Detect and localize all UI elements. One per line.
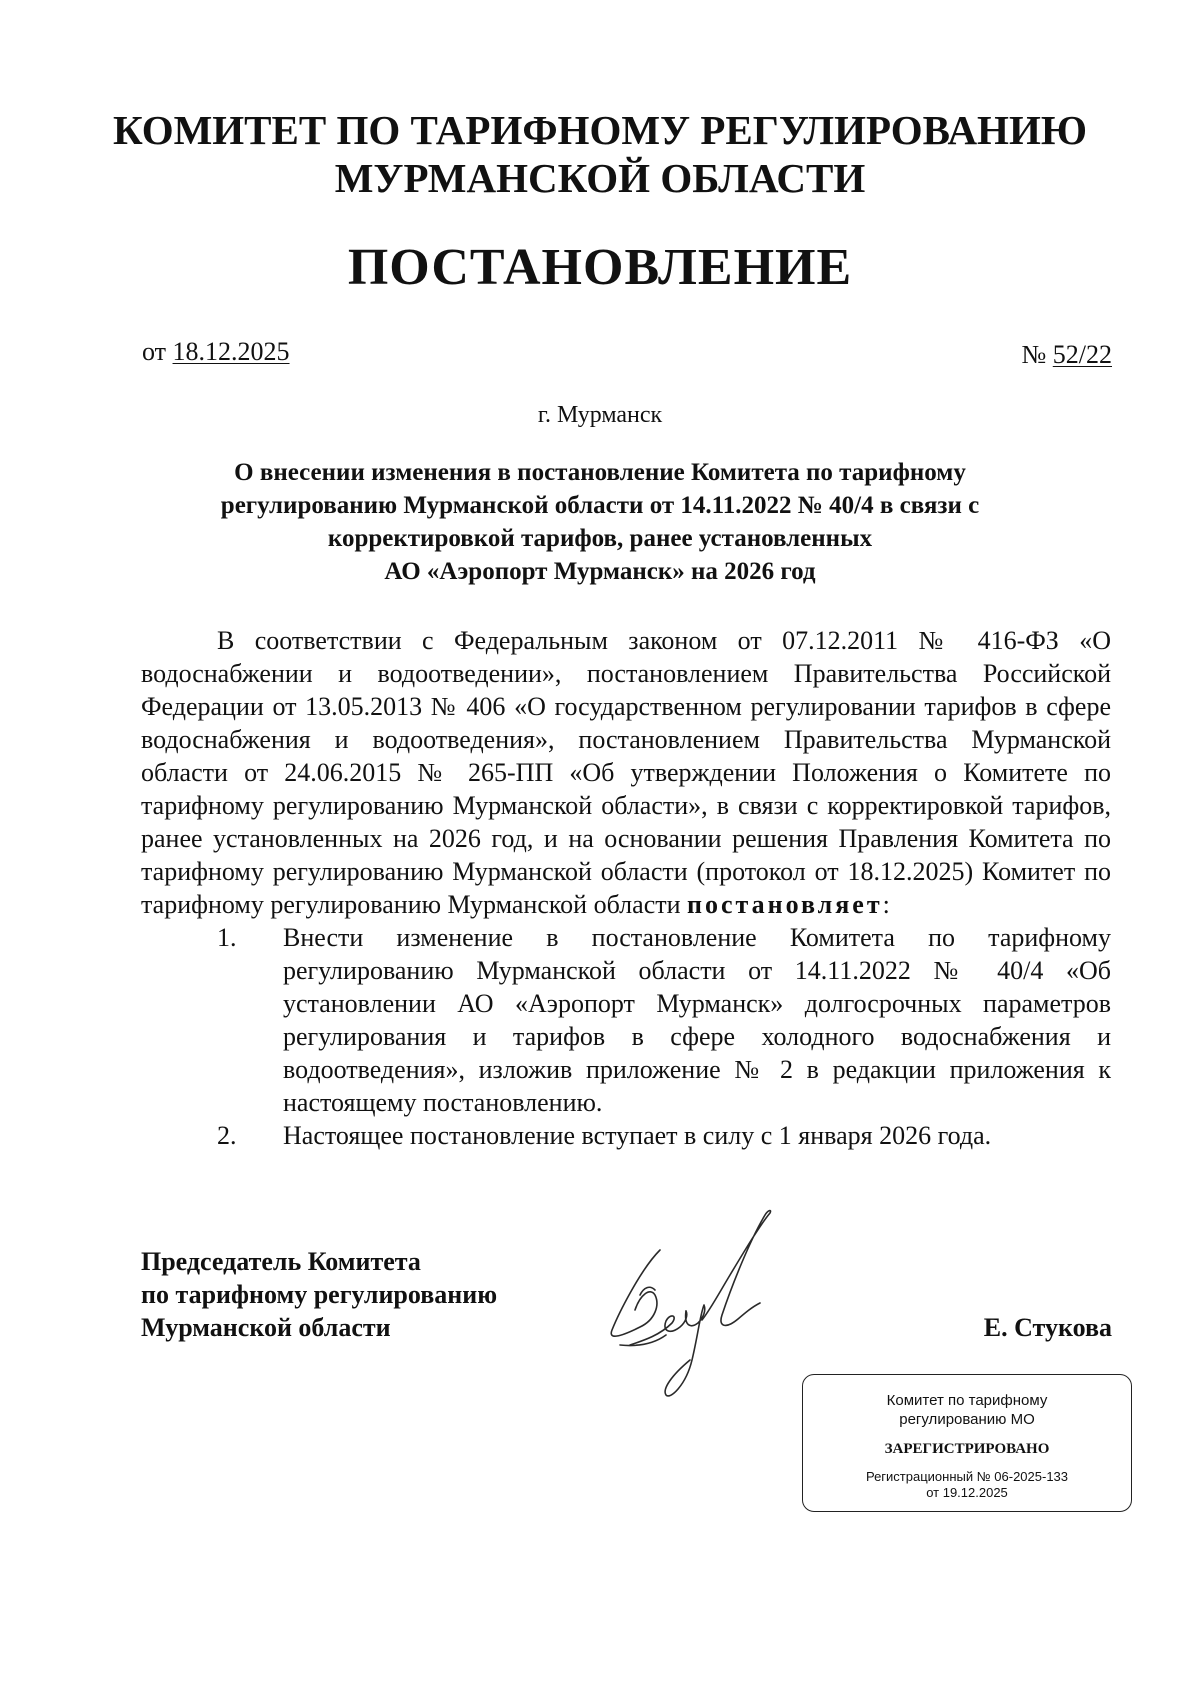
item-number: 1. xyxy=(217,923,237,952)
stamp-organization xyxy=(803,1391,1131,1429)
item-text: Внести изменение в постановление Комитета по тарифному регулированию Мурманской области от 14.11.2022 № 40/4 «Об установлении АО «Аэропорт Мурманск» долгосрочных параметров регулирования и тарифов в сфере холодного водоснабжения и водоотведения», изложив приложение № 2 в редакции приложения к настоящему постановлению. xyxy=(283,923,1111,1117)
document-type-heading: ПОСТАНОВЛЕНИЕ xyxy=(347,239,853,296)
resolution-item-1 xyxy=(141,921,1111,1119)
signatory-position xyxy=(141,1245,497,1344)
stamp-registration-number: Регистрационный № 06-2025-133 xyxy=(865,1469,1069,1484)
document-date-prefix: от xyxy=(142,337,167,366)
resolution-item-2 xyxy=(141,1119,1111,1152)
document-number-value: 52/22 xyxy=(1052,340,1112,369)
subject-line: корректировкой тарифов, ранее установленных xyxy=(327,525,873,552)
document-subject xyxy=(140,456,1060,588)
stamp-organization-line: Комитет по тарифному xyxy=(886,1392,1048,1409)
signatory-position-line: Председатель Комитета xyxy=(141,1247,421,1276)
signatory-position-line: по тарифному регулированию xyxy=(141,1280,498,1309)
stamp-status: ЗАРЕГИСТРИРОВАНО xyxy=(884,1441,1050,1457)
resolves-word: постановляет xyxy=(687,890,883,919)
signatory-position-line: Мурманской области xyxy=(141,1313,391,1342)
stamp-registration-date: от 19.12.2025 xyxy=(926,1485,1008,1500)
stamp-registration xyxy=(803,1469,1131,1501)
subject-line: О внесении изменения в постановление Комитета по тарифному xyxy=(234,459,966,486)
document-number-prefix: № xyxy=(1021,340,1047,369)
document-city: г. Мурманск xyxy=(537,402,663,428)
registration-stamp xyxy=(802,1374,1132,1512)
resolves-colon: : xyxy=(882,890,890,919)
subject-line: регулированию Мурманской области от 14.11.2022 № 40/4 в связи с xyxy=(220,492,980,519)
organization-title xyxy=(0,106,1200,202)
subject-line: АО «Аэропорт Мурманск» на 2026 год xyxy=(384,558,816,585)
organization-title-line2: МУРМАНСКОЙ ОБЛАСТИ xyxy=(334,155,866,201)
document-number xyxy=(1021,340,1112,370)
document-date xyxy=(142,337,290,367)
document-body xyxy=(141,624,1111,1152)
preamble-text: В соответствии с Федеральным законом от 07.12.2011 № 416-ФЗ «О водоснабжении и водоотведении», постановлением Правительства Российской Федерации от 13.05.2013 № 406 «О государственном регулировании тарифов в сфере водоснабжения и водоотведения», постановлением Правительства Мурманской области от 24.06.2015 № 265-ПП «Об утверждении Положения о Комитете по тарифному регулированию Мурманской области», в связи с корректировкой тарифов, ранее установленных на 2026 год, и на основании решения Правления Комитета по тарифному регулированию Мурманской области (протокол от 18.12.2025) Комитет по тарифному регулированию Мурманской области xyxy=(141,626,1111,919)
signatory-name: Е. Стукова xyxy=(983,1313,1112,1342)
stamp-organization-line: регулированию МО xyxy=(899,1411,1035,1428)
preamble-paragraph xyxy=(141,624,1111,921)
organization-title-line1: КОМИТЕТ ПО ТАРИФНОМУ РЕГУЛИРОВАНИЮ xyxy=(112,107,1087,153)
item-text: Настоящее постановление вступает в силу с 1 января 2026 года. xyxy=(283,1121,992,1150)
document-date-value: 18.12.2025 xyxy=(172,337,290,366)
item-number: 2. xyxy=(217,1121,237,1150)
